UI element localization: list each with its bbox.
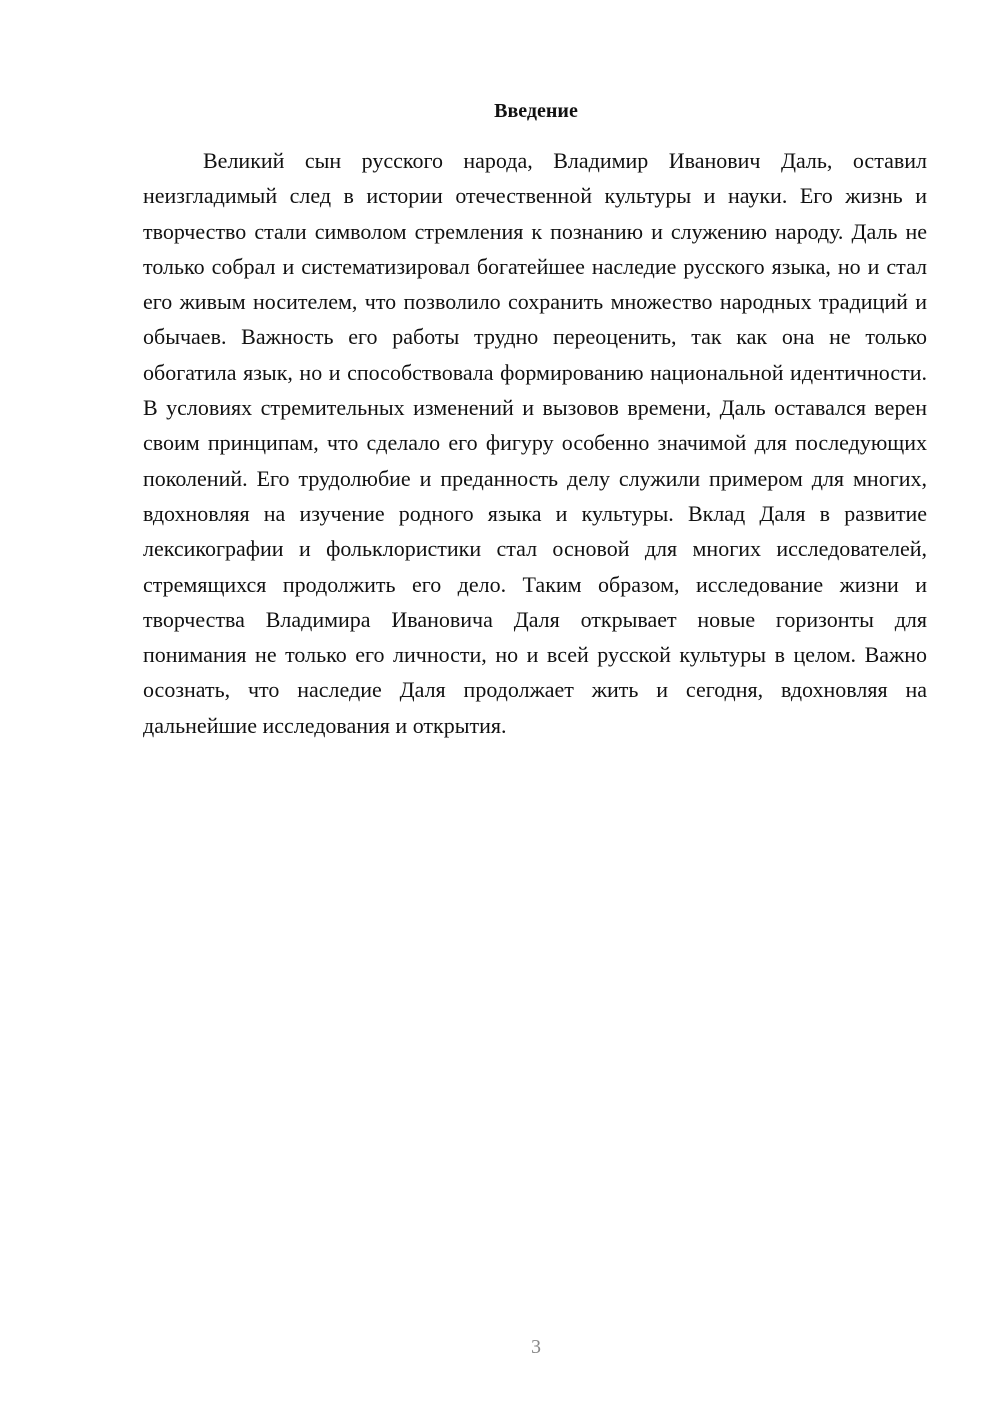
- section-heading: Введение: [494, 100, 578, 122]
- page-number: 3: [531, 1336, 541, 1358]
- body-paragraph: Великий сын русского народа, Владимир Иванович Даль, оставил неизгладимый след в истории отечественной культуры и науки. Его жизнь и творчество стали символом стремления к познанию и служению народу. Даль не только собрал и систематизировал богатейшее наследие русского языка, но и стал его живым носителем, что позволило сохранить множество народных традиций и обычаев. Важность его работы трудно переоценить, так как она не только обогатила язык, но и способствовала формированию национальной идентичности. В условиях стремительных изменений и вызовов времени, Даль оставался верен своим принципам, что сделало его фигуру особенно значимой для последующих поколений. Его трудолюбие и преданность делу служили примером для многих, вдохновляя на изучение родного языка и культуры. Вклад Даля в развитие лексикографии и фольклористики стал основой для многих исследователей, стремящихся продолжить его дело. Таким образом, исследование жизни и творчества Владимира Ивановича Даля открывает новые горизонты для понимания не только его личности, но и всей русской культуры в целом. Важно осознать, что наследие Даля продолжает жить и сегодня, вдохновляя на дальнейшие исследования и открытия.: [143, 148, 927, 738]
